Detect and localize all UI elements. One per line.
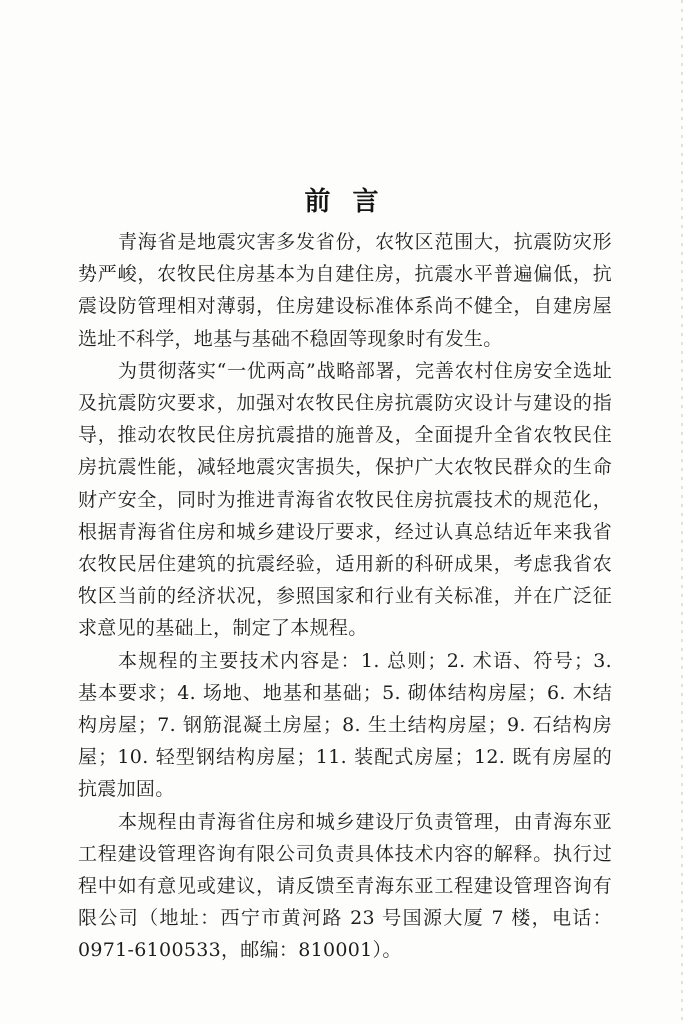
paragraph-purpose: 为贯彻落实“一优两高”战略部署，完善农村住房安全选址及抗震防灾要求，加强对农牧民住房抗震防灾设计与建设的指导，推动农牧民住房抗震措的施普及，全面提升全省农牧民住房抗震性能，减轻地震灾害损失，保护广大农牧民群众的生命财产安全，同时为推进青海省农牧民住房抗震技术的规范化，根据青海省住房和城乡建设厅要求，经过认真总结近年来我省农牧民居住建筑的抗震经验，适用新的科研成果，考虑我省农牧区当前的经济状况，参照国家和行业有关标准，并在广泛征求意见的基础上，制定了本规程。 <box>78 359 612 640</box>
paragraph-background: 青海省是地震灾害多发省份，农牧区范围大，抗震防灾形势严峻，农牧民住房基本为自建住房，抗震水平普遍偏低，抗震设防管理相对薄弱，住房建设标准体系尚不健全，自建房屋选址不科学，地基与基础不稳固等现象时有发生。 <box>78 231 612 350</box>
paragraph-administration: 本规程由青海省住房和城乡建设厅负责管理，由青海东亚工程建设管理咨询有限公司负责具体技术内容的解释。执行过程中如有意见或建议，请反馈至青海东亚工程建设管理咨询有限公司（地址：西宁市黄河路 23 号国源大厦 7 楼，电话：0971-6100533，邮编：810001）。 <box>78 810 612 962</box>
paragraph-contents: 本规程的主要技术内容是：1. 总则；2. 术语、符号；3. 基本要求；4. 场地、地基和基础；5. 砌体结构房屋；6. 木结构房屋；7. 钢筋混凝土房屋；8. 生土结构房屋；9. 石结构房屋；10. 轻型钢结构房屋；11. 装配式房屋；12. 既有房屋的抗震加固。 <box>78 649 612 801</box>
page-title: 前言 <box>304 187 401 218</box>
document-body <box>78 226 612 967</box>
